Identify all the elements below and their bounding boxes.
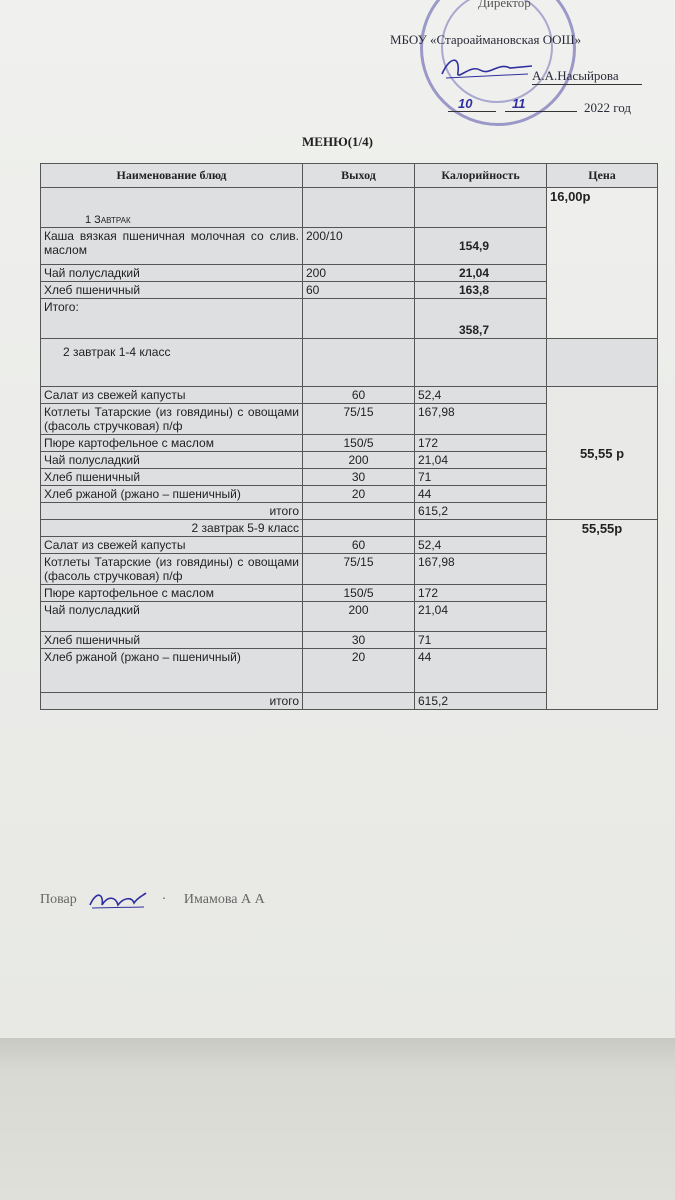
director-name: А.А.Насыйрова xyxy=(532,68,619,83)
dish-name: Чай полусладкий xyxy=(41,452,303,469)
dish-name: Хлеб пшеничный xyxy=(41,632,303,649)
dish-output: 60 xyxy=(303,537,415,554)
dish-name: Салат из свежей капусты xyxy=(41,537,303,554)
dish-calories: 154,9 xyxy=(415,228,547,265)
dish-name: Чай полусладкий xyxy=(41,265,303,282)
dish-output: 30 xyxy=(303,632,415,649)
dish-calories: 44 xyxy=(415,486,547,503)
col-price-header: Цена xyxy=(547,164,658,188)
dish-name: Хлеб ржаной (ржано – пшеничный) xyxy=(41,649,303,693)
dish-output: 60 xyxy=(303,387,415,404)
date-year: 2022 год xyxy=(584,100,631,115)
dish-calories: 71 xyxy=(415,469,547,486)
dish-calories: 21,04 xyxy=(415,452,547,469)
dish-output: 200 xyxy=(303,452,415,469)
section-label: 2 завтрак 5-9 класс xyxy=(41,520,303,537)
dish-calories: 44 xyxy=(415,649,547,693)
dish-output: 75/15 xyxy=(303,404,415,435)
date-month: 11 xyxy=(512,96,526,111)
col-name-header: Наименование блюд xyxy=(41,164,303,188)
col-calories-header: Калорийность xyxy=(415,164,547,188)
dish-calories: 21,04 xyxy=(415,602,547,632)
director-label: Директор xyxy=(478,0,531,10)
total-calories: 615,2 xyxy=(415,503,547,520)
price-cell: 55,55 р xyxy=(547,387,658,520)
section-row xyxy=(41,339,658,387)
dish-calories: 172 xyxy=(415,585,547,602)
date-day-line xyxy=(448,111,496,112)
table-header-row xyxy=(41,164,658,188)
director-signature xyxy=(436,52,536,86)
date-day: 10 xyxy=(458,96,473,111)
footer: Повар · Имамова А А xyxy=(40,889,265,911)
school-name: МБОУ «Староаймановская ООШ» xyxy=(390,32,582,47)
dish-calories: 21,04 xyxy=(415,265,547,282)
dish-output: 20 xyxy=(303,486,415,503)
dish-output: 150/5 xyxy=(303,435,415,452)
dish-output: 20 xyxy=(303,649,415,693)
dish-name: Хлеб пшеничный xyxy=(41,469,303,486)
dish-calories: 172 xyxy=(415,435,547,452)
col-output-header: Выход xyxy=(303,164,415,188)
section-row xyxy=(41,188,658,228)
dish-name: Котлеты Татарские (из говядины) с овощами (фасоль стручковая) п/ф xyxy=(41,404,303,435)
dish-name: Салат из свежей капусты xyxy=(41,387,303,404)
cook-signature xyxy=(86,889,148,911)
section-label: 1 Завтрак xyxy=(41,188,303,228)
dish-name: Котлеты Татарские (из говядины) с овощами (фасоль стручковая) п/ф xyxy=(41,554,303,585)
dish-name: Пюре картофельное с маслом xyxy=(41,585,303,602)
dish-calories: 52,4 xyxy=(415,387,547,404)
dish-output: 200 xyxy=(303,265,415,282)
section-row xyxy=(41,520,658,537)
dish-calories: 167,98 xyxy=(415,404,547,435)
dish-output: 200 xyxy=(303,602,415,632)
signature-line xyxy=(532,84,642,85)
cook-label: Повар xyxy=(40,892,77,908)
dish-output: 200/10 xyxy=(303,228,415,265)
dish-output: 150/5 xyxy=(303,585,415,602)
dish-name: Хлеб ржаной (ржано – пшеничный) xyxy=(41,486,303,503)
dish-calories: 71 xyxy=(415,632,547,649)
price-cell: 16,00р xyxy=(547,188,658,339)
dish-name: Пюре картофельное с маслом xyxy=(41,435,303,452)
total-calories: 615,2 xyxy=(415,693,547,710)
menu-table xyxy=(40,163,658,710)
cook-name: Имамова А А xyxy=(183,892,265,908)
menu-title: МЕНЮ(1/4) xyxy=(302,134,373,149)
dish-calories: 52,4 xyxy=(415,537,547,554)
dish-output: 75/15 xyxy=(303,554,415,585)
price-cell: 55,55р xyxy=(547,520,658,710)
total-label: итого xyxy=(41,503,303,520)
dish-calories: 167,98 xyxy=(415,554,547,585)
table-row xyxy=(41,387,658,404)
total-calories: 358,7 xyxy=(415,299,547,339)
dish-name: Хлеб пшеничный xyxy=(41,282,303,299)
section-label: 2 завтрак 1-4 класс xyxy=(41,339,303,387)
dish-calories: 163,8 xyxy=(415,282,547,299)
total-label: итого xyxy=(41,693,303,710)
dish-name: Каша вязкая пшеничная молочная со слив. маслом xyxy=(41,228,303,265)
dish-output: 60 xyxy=(303,282,415,299)
dish-name: Чай полусладкий xyxy=(41,602,303,632)
total-label: Итого: xyxy=(41,299,303,339)
dish-output: 30 xyxy=(303,469,415,486)
table-surface xyxy=(0,1038,675,1200)
date-month-line xyxy=(505,111,577,112)
